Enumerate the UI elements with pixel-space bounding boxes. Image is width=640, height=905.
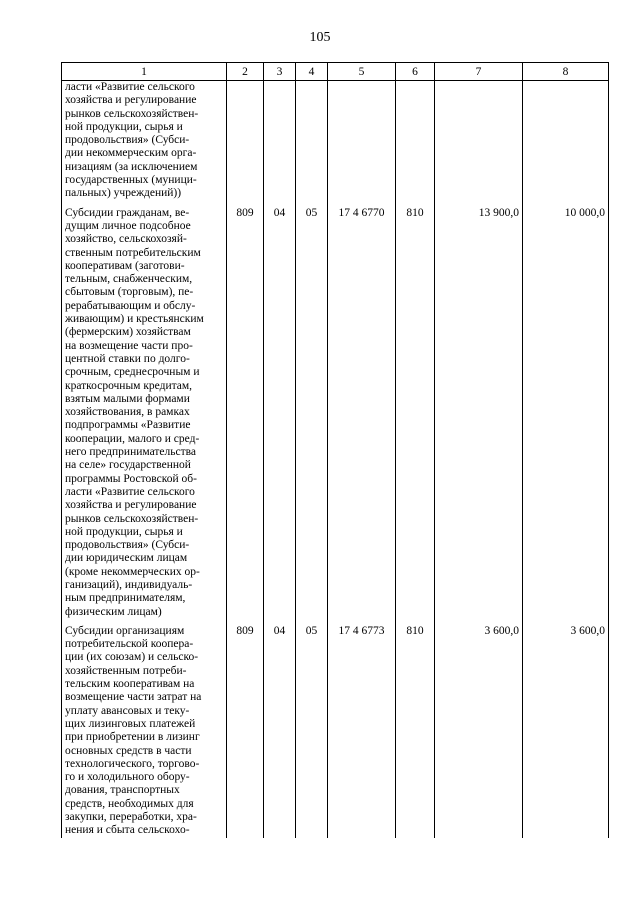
description-line: технологического, торгово-: [65, 757, 200, 770]
column-header: 3: [264, 63, 296, 81]
description-line: хозяйства и регулирование: [65, 94, 197, 107]
description-line: рынков сельскохозяйствен-: [65, 107, 199, 120]
description-line: физическим лицам): [65, 605, 162, 618]
description-line: сбытовым (торговым), пе-: [65, 286, 194, 299]
row-description: [62, 625, 227, 838]
description-line: хозяйственным потреби-: [65, 664, 187, 677]
description-line: государственных (муници-: [65, 174, 197, 187]
description-line: срочным, среднесрочным и: [65, 366, 200, 379]
cell-amount-1: 13 900,0: [435, 207, 523, 619]
description-line: кооперативам (заготови-: [65, 259, 185, 272]
description-line: основных средств в части: [65, 744, 192, 757]
cell-ministry-code: 809: [227, 625, 264, 838]
description-line: хозяйствования, в рамках: [65, 406, 190, 419]
column-header: 1: [62, 63, 227, 81]
description-line: пальных) учреждений)): [65, 187, 182, 200]
description-line: продовольствия» (Субси-: [65, 134, 190, 147]
cell-section-code: [264, 81, 296, 201]
cell-expense-type: 810: [396, 625, 435, 838]
cell-amount-1: 3 600,0: [435, 625, 523, 838]
description-line: подпрограммы «Развитие: [65, 419, 191, 432]
description-line: тельным, снабженческим,: [65, 273, 193, 286]
description-line: ственным потребительским: [65, 246, 201, 259]
description-line: Субсидии организациям: [65, 624, 185, 637]
description-line: него предпринимательства: [65, 446, 197, 459]
description-line: программы Ростовской об-: [65, 472, 197, 485]
description-line: ции (их союзам) и сельско-: [65, 651, 199, 664]
column-header: 6: [396, 63, 435, 81]
description-line: ласти «Развитие сельского: [65, 81, 195, 93]
description-line: средств, необходимых для: [65, 797, 194, 810]
description-line: щих лизинговых платежей: [65, 717, 196, 730]
header-row: [62, 63, 609, 81]
cell-expense-type: 810: [396, 207, 435, 619]
cell-ministry-code: 809: [227, 207, 264, 619]
description-line: дии юридическим лицам: [65, 552, 188, 565]
description-line: ным предпринимателям,: [65, 592, 186, 605]
description-line: дования, транспортных: [65, 784, 180, 797]
description-line: уплату авансовых и теку-: [65, 704, 190, 717]
description-line: дии некоммерческим орга-: [65, 147, 197, 160]
description-line: ной продукции, сырья и: [65, 525, 183, 538]
description-line: хозяйства и регулирование: [65, 499, 197, 512]
description-line: (фермерским) хозяйствам: [65, 326, 191, 339]
page-number: 105: [309, 30, 331, 45]
column-header: 4: [296, 63, 328, 81]
column-header: 5: [328, 63, 396, 81]
description-line: рерабатывающим и обслу-: [65, 299, 196, 312]
column-header: 7: [435, 63, 523, 81]
table-row: [62, 207, 609, 619]
description-line: возмещение части затрат на: [65, 691, 202, 704]
table-row: [62, 81, 609, 201]
description-line: нения и сбыта сельскохо-: [65, 824, 190, 837]
description-line: взятым малыми формами: [65, 392, 190, 405]
budget-table: [61, 62, 609, 838]
description-line: на селе» государственной: [65, 459, 191, 472]
description-line: продовольствия» (Субси-: [65, 539, 190, 552]
cell-section-code: 04: [264, 625, 296, 838]
description-line: рынков сельскохозяйствен-: [65, 512, 199, 525]
description-line: го и холодильного обору-: [65, 771, 190, 784]
description-line: закупки, переработки, хра-: [65, 811, 197, 824]
cell-amount-1: [435, 81, 523, 201]
description-line: при приобретении в лизинг: [65, 731, 200, 744]
cell-amount-2: 10 000,0: [523, 207, 609, 619]
column-header: 2: [227, 63, 264, 81]
cell-expense-type: [396, 81, 435, 201]
description-line: (кроме некоммерческих ор-: [65, 565, 200, 578]
description-line: кооперации, малого и сред-: [65, 432, 200, 445]
description-line: ласти «Развитие сельского: [65, 485, 195, 498]
description-line: Субсидии гражданам, ве-: [65, 206, 190, 219]
cell-amount-2: 3 600,0: [523, 625, 609, 838]
description-line: хозяйство, сельскохозяй-: [65, 233, 187, 246]
cell-target-code: 17 4 6770: [328, 207, 396, 619]
cell-subsection-code: [296, 81, 328, 201]
cell-target-code: 17 4 6773: [328, 625, 396, 838]
cell-subsection-code: 05: [296, 625, 328, 838]
description-line: центной ставки по долго-: [65, 352, 190, 365]
description-line: ганизаций), индивидуаль-: [65, 578, 193, 591]
cell-subsection-code: 05: [296, 207, 328, 619]
description-line: тельским кооперативам на: [65, 678, 195, 691]
description-line: низациям (за исключением: [65, 160, 198, 173]
description-line: потребительской коопера-: [65, 638, 194, 651]
cell-section-code: 04: [264, 207, 296, 619]
row-description: [62, 207, 227, 619]
table-row: [62, 625, 609, 838]
description-line: ной продукции, сырья и: [65, 120, 183, 133]
cell-ministry-code: [227, 81, 264, 201]
description-line: дущим личное подсобное: [65, 219, 191, 232]
description-line: краткосрочным кредитам,: [65, 379, 193, 392]
cell-amount-2: [523, 81, 609, 201]
cell-target-code: [328, 81, 396, 201]
description-line: на возмещение части про-: [65, 339, 193, 352]
column-header: 8: [523, 63, 609, 81]
description-line: живающим) и крестьянским: [65, 313, 204, 326]
row-description: [62, 81, 227, 201]
